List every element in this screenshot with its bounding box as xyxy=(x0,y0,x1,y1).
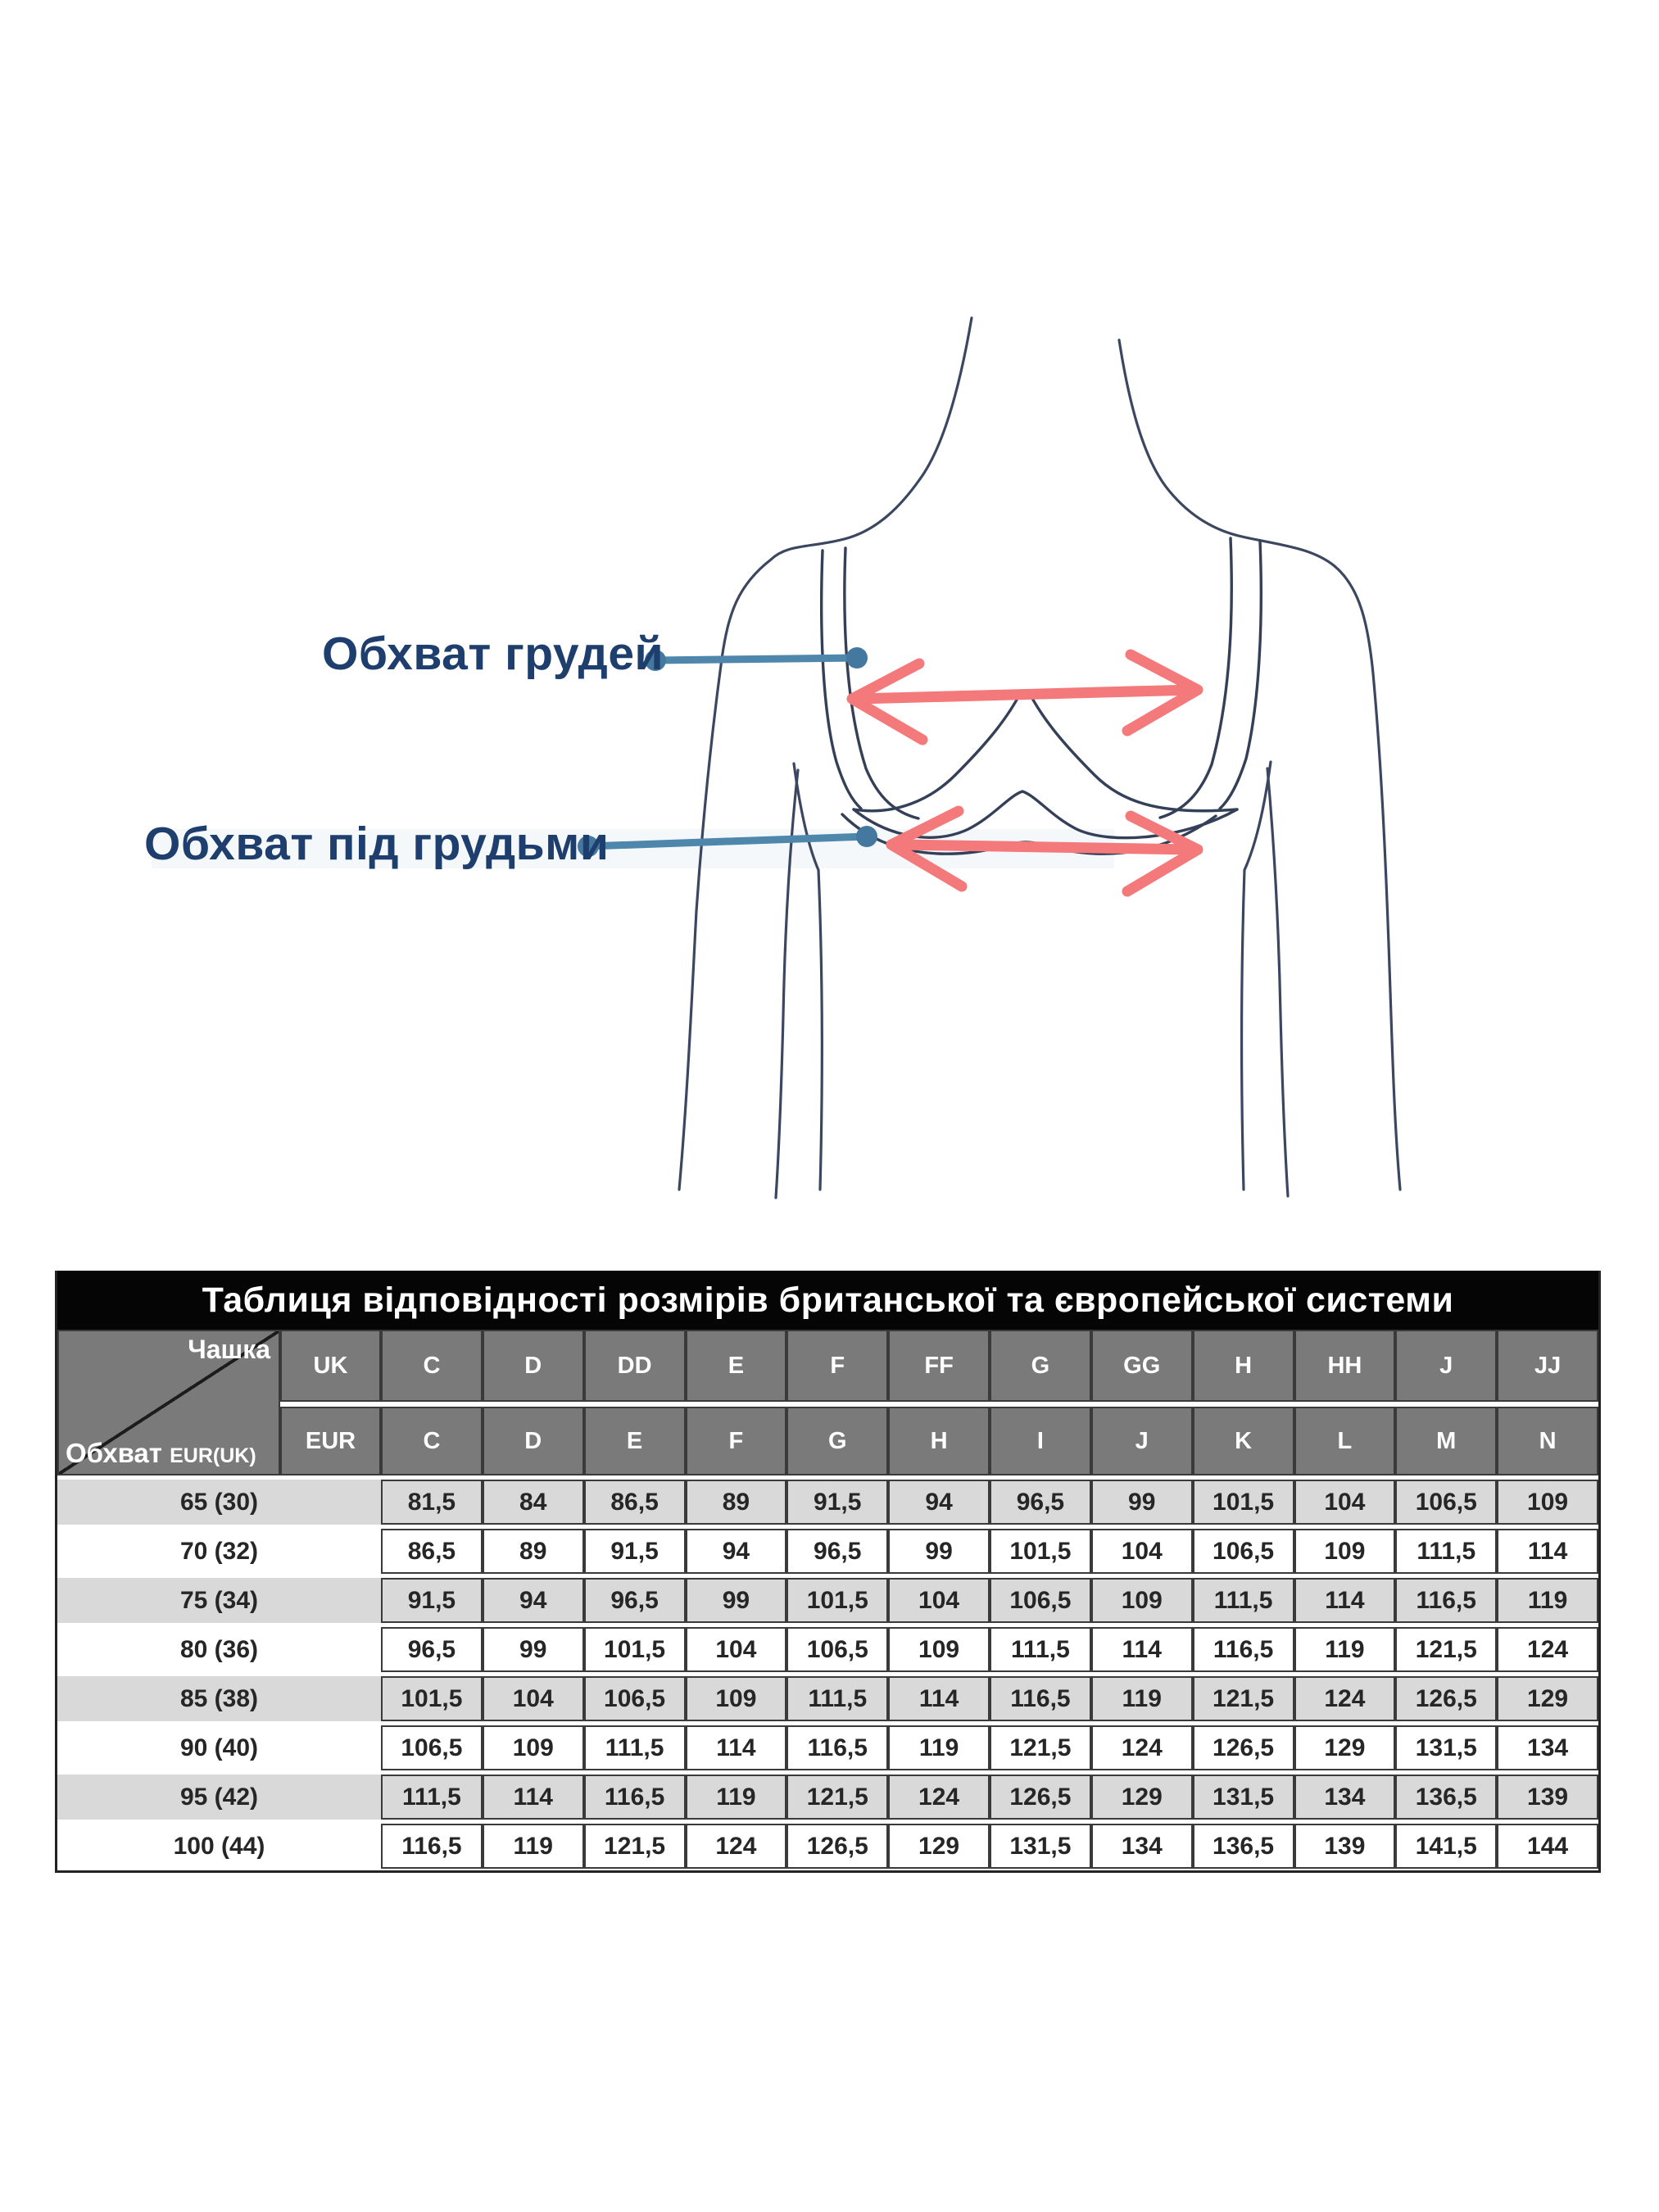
band-size-cell: 70 (32) xyxy=(57,1529,381,1574)
measurement-cell: 121,5 xyxy=(1193,1676,1294,1721)
eur-cup-size-cell: F xyxy=(686,1407,787,1475)
measurement-cell: 101,5 xyxy=(990,1529,1091,1574)
measurement-cell: 114 xyxy=(1294,1578,1396,1623)
measurement-cell: 144 xyxy=(1497,1824,1598,1869)
measurement-cell: 119 xyxy=(1294,1627,1396,1672)
measurement-cell: 99 xyxy=(483,1627,584,1672)
measurement-cell: 116,5 xyxy=(1395,1578,1497,1623)
measurement-cell: 104 xyxy=(483,1676,584,1721)
eur-cup-size-cell: C xyxy=(381,1407,483,1475)
eur-cup-size-cell: D xyxy=(483,1407,584,1475)
bust-pointer-line xyxy=(645,647,868,671)
measurement-cell: 136,5 xyxy=(1193,1824,1294,1869)
measurement-cell: 126,5 xyxy=(990,1775,1091,1820)
measurement-cell: 104 xyxy=(888,1578,990,1623)
size-table-header xyxy=(57,1330,1598,1475)
measurement-cell: 96,5 xyxy=(584,1578,686,1623)
measurement-cell: 94 xyxy=(686,1529,787,1574)
measurement-cell: 99 xyxy=(686,1578,787,1623)
measurement-cell: 116,5 xyxy=(786,1725,888,1770)
measurement-cell: 109 xyxy=(1091,1578,1193,1623)
measurement-cell: 101,5 xyxy=(1193,1480,1294,1525)
table-row xyxy=(57,1725,1598,1770)
measurement-cell: 104 xyxy=(1294,1480,1396,1525)
band-size-cell: 85 (38) xyxy=(57,1676,381,1721)
measurement-cell: 111,5 xyxy=(990,1627,1091,1672)
measurement-cell: 109 xyxy=(686,1676,787,1721)
measurement-cell: 91,5 xyxy=(584,1529,686,1574)
uk-cup-size-cell: GG xyxy=(1091,1330,1193,1402)
measurement-cell: 106,5 xyxy=(584,1676,686,1721)
measurement-cell: 116,5 xyxy=(381,1824,483,1869)
measurement-cell: 114 xyxy=(686,1725,787,1770)
eur-cup-size-cell: J xyxy=(1091,1407,1193,1475)
cup-header-label: Чашка xyxy=(188,1335,270,1364)
measurement-cell: 89 xyxy=(686,1480,787,1525)
table-row xyxy=(57,1627,1598,1672)
measurement-cell: 121,5 xyxy=(990,1725,1091,1770)
measurement-cell: 119 xyxy=(888,1725,990,1770)
measurement-cell: 116,5 xyxy=(990,1676,1091,1721)
measurement-cell: 129 xyxy=(1091,1775,1193,1820)
measurement-cell: 104 xyxy=(686,1627,787,1672)
eur-cup-size-cell: L xyxy=(1294,1407,1396,1475)
measurement-cell: 101,5 xyxy=(786,1578,888,1623)
measurement-cell: 111,5 xyxy=(1193,1578,1294,1623)
eur-cup-size-cell: H xyxy=(888,1407,990,1475)
measurement-cell: 129 xyxy=(888,1824,990,1869)
uk-cup-size-cell: F xyxy=(786,1330,888,1402)
measurement-cell: 96,5 xyxy=(786,1529,888,1574)
torso-outline xyxy=(679,318,1400,1198)
measurement-cell: 106,5 xyxy=(990,1578,1091,1623)
band-size-cell: 90 (40) xyxy=(57,1725,381,1770)
measurement-cell: 116,5 xyxy=(1193,1627,1294,1672)
measurement-cell: 106,5 xyxy=(1193,1529,1294,1574)
uk-system-label: UK xyxy=(280,1330,381,1402)
table-row xyxy=(57,1480,1598,1525)
measurement-cell: 121,5 xyxy=(1395,1627,1497,1672)
table-row xyxy=(57,1775,1598,1820)
uk-cup-size-cell: C xyxy=(381,1330,483,1402)
measurement-cell: 129 xyxy=(1294,1725,1396,1770)
measurement-cell: 111,5 xyxy=(381,1775,483,1820)
measurement-cell: 94 xyxy=(888,1480,990,1525)
measurement-cell: 124 xyxy=(686,1824,787,1869)
measurement-cell: 114 xyxy=(483,1775,584,1820)
measurement-cell: 116,5 xyxy=(584,1775,686,1820)
measurement-cell: 109 xyxy=(1497,1480,1598,1525)
measurement-cell: 134 xyxy=(1294,1775,1396,1820)
measurement-cell: 109 xyxy=(483,1725,584,1770)
measurement-cell: 114 xyxy=(1497,1529,1598,1574)
measurement-cell: 106,5 xyxy=(786,1627,888,1672)
measurement-cell: 104 xyxy=(1091,1529,1193,1574)
measurement-cell: 124 xyxy=(888,1775,990,1820)
corner-header-cell xyxy=(57,1330,280,1475)
table-row xyxy=(57,1529,1598,1574)
measurement-cell: 126,5 xyxy=(786,1824,888,1869)
uk-cup-size-cell: FF xyxy=(888,1330,990,1402)
measurement-cell: 124 xyxy=(1497,1627,1598,1672)
band-size-cell: 80 (36) xyxy=(57,1627,381,1672)
uk-cup-size-cell: G xyxy=(990,1330,1091,1402)
uk-cup-size-cell: D xyxy=(483,1330,584,1402)
uk-cup-size-cell: J xyxy=(1395,1330,1497,1402)
table-row xyxy=(57,1824,1598,1869)
measurement-cell: 94 xyxy=(483,1578,584,1623)
measurement-cell: 101,5 xyxy=(584,1627,686,1672)
measurement-cell: 124 xyxy=(1294,1676,1396,1721)
table-title: Таблиця відповідності розмірів британської та європейської системи xyxy=(57,1271,1598,1330)
measurement-cell: 114 xyxy=(888,1676,990,1721)
size-table-body xyxy=(57,1480,1598,1870)
measurement-cell: 126,5 xyxy=(1395,1676,1497,1721)
measurement-cell: 139 xyxy=(1294,1824,1396,1869)
measurement-cell: 119 xyxy=(1497,1578,1598,1623)
measurement-cell: 96,5 xyxy=(381,1627,483,1672)
band-size-cell: 75 (34) xyxy=(57,1578,381,1623)
measurement-cell: 89 xyxy=(483,1529,584,1574)
measurement-cell: 126,5 xyxy=(1193,1725,1294,1770)
uk-cup-size-cell: JJ xyxy=(1497,1330,1598,1402)
band-header-label: Обхват EUR(UK) xyxy=(66,1438,256,1468)
measurement-cell: 119 xyxy=(686,1775,787,1820)
measurement-cell: 124 xyxy=(1091,1725,1193,1770)
measurement-cell: 111,5 xyxy=(786,1676,888,1721)
measurement-cell: 106,5 xyxy=(1395,1480,1497,1525)
eur-cup-size-cell: M xyxy=(1395,1407,1497,1475)
measurement-cell: 141,5 xyxy=(1395,1824,1497,1869)
eur-cup-size-cell: K xyxy=(1193,1407,1294,1475)
eur-cup-size-cell: E xyxy=(584,1407,686,1475)
eur-cup-size-cell: I xyxy=(990,1407,1091,1475)
measurement-cell: 134 xyxy=(1091,1824,1193,1869)
band-size-cell: 95 (42) xyxy=(57,1775,381,1820)
measurement-cell: 119 xyxy=(483,1824,584,1869)
uk-cup-size-cell: E xyxy=(686,1330,787,1402)
measurement-cell: 91,5 xyxy=(786,1480,888,1525)
measurement-cell: 121,5 xyxy=(786,1775,888,1820)
measurement-cell: 86,5 xyxy=(584,1480,686,1525)
size-conversion-table xyxy=(55,1271,1601,1873)
table-row xyxy=(57,1676,1598,1721)
measurement-cell: 101,5 xyxy=(381,1676,483,1721)
uk-cup-size-cell: DD xyxy=(584,1330,686,1402)
measurement-cell: 99 xyxy=(1091,1480,1193,1525)
eur-system-label: EUR xyxy=(280,1407,381,1475)
eur-cup-size-cell: G xyxy=(786,1407,888,1475)
eur-cup-size-cell: N xyxy=(1497,1407,1598,1475)
measurement-cell: 131,5 xyxy=(1193,1775,1294,1820)
measurement-cell: 99 xyxy=(888,1529,990,1574)
measurement-cell: 109 xyxy=(888,1627,990,1672)
measurement-cell: 86,5 xyxy=(381,1529,483,1574)
measurement-cell: 84 xyxy=(483,1480,584,1525)
table-row xyxy=(57,1578,1598,1623)
measurement-cell: 139 xyxy=(1497,1775,1598,1820)
uk-cup-size-cell: H xyxy=(1193,1330,1294,1402)
measurement-cell: 96,5 xyxy=(990,1480,1091,1525)
band-size-cell: 65 (30) xyxy=(57,1480,381,1525)
measurement-cell: 81,5 xyxy=(381,1480,483,1525)
underbust-circumference-label: Обхват під грудьми xyxy=(144,818,610,870)
band-size-cell: 100 (44) xyxy=(57,1824,381,1869)
bust-arrow xyxy=(852,655,1198,740)
uk-cup-size-cell: HH xyxy=(1294,1330,1396,1402)
measurement-cell: 119 xyxy=(1091,1676,1193,1721)
measurement-cell: 109 xyxy=(1294,1529,1396,1574)
measurement-cell: 121,5 xyxy=(584,1824,686,1869)
bust-circumference-label: Обхват грудей xyxy=(322,628,664,680)
measurement-cell: 111,5 xyxy=(1395,1529,1497,1574)
measurement-cell: 131,5 xyxy=(1395,1725,1497,1770)
measurement-cell: 134 xyxy=(1497,1725,1598,1770)
measurement-cell: 114 xyxy=(1091,1627,1193,1672)
measurement-cell: 91,5 xyxy=(381,1578,483,1623)
measurement-cell: 131,5 xyxy=(990,1824,1091,1869)
measurement-cell: 111,5 xyxy=(584,1725,686,1770)
measurement-cell: 136,5 xyxy=(1395,1775,1497,1820)
measurement-cell: 129 xyxy=(1497,1676,1598,1721)
measurement-cell: 106,5 xyxy=(381,1725,483,1770)
